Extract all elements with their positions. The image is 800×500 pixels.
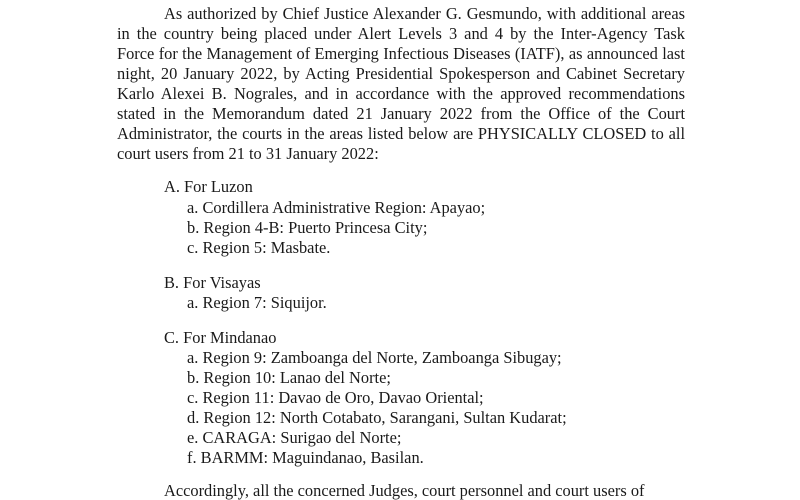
list-item: c. Region 5: Masbate.: [187, 238, 331, 257]
section-title-mindanao: C. For Mindanao: [164, 328, 277, 347]
closing-paragraph: Accordingly, all the concerned Judges, court personnel and court users of: [164, 481, 645, 500]
section-title-visayas: B. For Visayas: [164, 273, 261, 292]
list-item: b. Region 4-B: Puerto Princesa City;: [187, 218, 428, 237]
list-item: d. Region 12: North Cotabato, Sarangani, Sultan Kudarat;: [187, 408, 567, 427]
list-item: a. Cordillera Administrative Region: Apayao;: [187, 198, 486, 217]
intro-paragraph: As authorized by Chief Justice Alexander G. Gesmundo, with additional areas in the country being placed under Alert Levels 3 and 4 by the Inter-Agency Task Force for the Management of Emerging Infectious Diseases (IATF), as announced last night, 20 January 2022, by Acting Presidential Spokesperson and Cabinet Secretary Karlo Alexei B. Nograles, and in accordance with the approved recommendations stated in the Memorandum dated 21 January 2022 from the Office of the Court Administrator, the courts in the areas listed below are PHYSICALLY CLOSED to all court users from 21 to 31 January 2022:: [117, 4, 685, 163]
list-item: a. Region 9: Zamboanga del Norte, Zamboanga Sibugay;: [187, 348, 562, 367]
list-item: f. BARMM: Maguindanao, Basilan.: [187, 448, 424, 467]
list-item: a. Region 7: Siquijor.: [187, 293, 327, 312]
list-item: e. CARAGA: Surigao del Norte;: [187, 428, 402, 447]
section-title-luzon: A. For Luzon: [164, 177, 253, 196]
list-item: c. Region 11: Davao de Oro, Davao Oriental;: [187, 388, 484, 407]
list-item: b. Region 10: Lanao del Norte;: [187, 368, 391, 387]
